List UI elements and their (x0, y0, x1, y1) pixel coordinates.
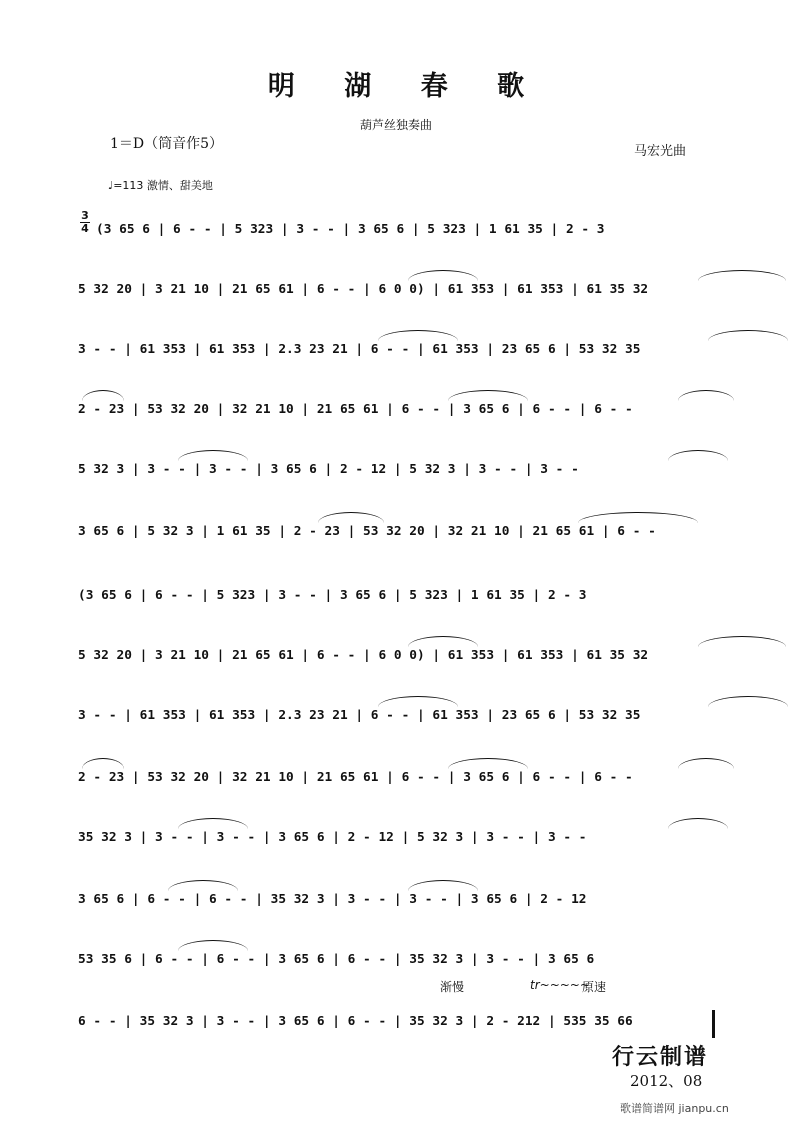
notation-line: 5 32 20 | 3 21 10 | 21 65 61 | 6 - - | 6 0 0) | 61 353 | 61 353 | 61 35 32 (78, 282, 649, 297)
score-row (78, 456, 714, 492)
notation-line: (3 65 6 | 6 - - | 5 323 | 3 - - | 3 65 6 | 5 323 | 1 61 35 | 2 - 3 (96, 222, 605, 237)
slur-arc (168, 880, 238, 891)
notation-line: 5 32 20 | 3 21 10 | 21 65 61 | 6 - - | 6 0 0) | 61 353 | 61 353 | 61 35 32 (78, 648, 649, 663)
score-row (78, 582, 714, 618)
slur-arc (408, 270, 478, 281)
slur-arc (378, 696, 458, 707)
score-row (78, 702, 714, 738)
notation-line: 5 32 3 | 3 - - | 3 - - | 3 65 6 | 2 - 12 | 5 32 3 | 3 - - | 3 - - (78, 462, 579, 477)
slur-arc (448, 758, 528, 769)
slur-arc (408, 880, 478, 891)
a-tempo-marking: 原速 (582, 980, 607, 994)
notation-line: 3 65 6 | 6 - - | 6 - - | 35 32 3 | 3 - - | 3 - - | 3 65 6 | 2 - 12 (78, 892, 587, 907)
notation-line: 6 - - | 35 32 3 | 3 - - | 3 65 6 | 6 - - | 35 32 3 | 2 - 212 | 535 35 66 (78, 1014, 633, 1029)
slur-arc (318, 512, 384, 523)
slur-arc (378, 330, 458, 341)
slur-arc (698, 636, 786, 647)
slur-arc (82, 390, 124, 401)
notation-line: 3 - - | 61 353 | 61 353 | 2.3 23 21 | 6 - - | 61 353 | 23 65 6 | 53 32 35 (78, 342, 641, 357)
final-barline (712, 1010, 715, 1038)
slur-arc (408, 636, 478, 647)
slur-arc (668, 450, 728, 461)
score-row (78, 642, 714, 678)
slur-arc (708, 696, 788, 707)
slur-arc (678, 390, 734, 401)
page-title: 明 湖 春 歌 (267, 71, 545, 102)
trill-marking: tr~~~~~ (530, 978, 590, 992)
score-row (78, 336, 714, 372)
notation-line: 2 - 23 | 53 32 20 | 32 21 10 | 21 65 61 | 6 - - | 3 65 6 | 6 - - | 6 - - (78, 770, 633, 785)
score-row (78, 886, 714, 922)
tempo-marking: ♩=113 激情、甜美地 (108, 179, 213, 192)
slur-arc (178, 940, 248, 951)
score-row (78, 824, 714, 860)
notation-line: 3 65 6 | 5 32 3 | 1 61 35 | 2 - 23 | 53 32 20 | 32 21 10 | 21 65 61 | 6 - - (78, 524, 656, 539)
score-row (78, 216, 714, 252)
slur-arc (82, 758, 124, 769)
notation-line: 3 - - | 61 353 | 61 353 | 2.3 23 21 | 6 - - | 61 353 | 23 65 6 | 53 32 35 (78, 708, 641, 723)
score-row (78, 764, 714, 800)
key-signature: 1＝D（筒音作5） (110, 136, 224, 152)
notation-line: (3 65 6 | 6 - - | 5 323 | 3 - - | 3 65 6 | 5 323 | 1 61 35 | 2 - 3 (78, 588, 587, 603)
notation-line: 53 35 6 | 6 - - | 6 - - | 3 65 6 | 6 - - | 35 32 3 | 3 - - | 3 65 6 (78, 952, 595, 967)
score-row (78, 1008, 714, 1044)
score-date: 2012、08 (630, 1072, 703, 1090)
ritardando-marking: 渐慢 (440, 980, 465, 994)
watermark: 歌谱简谱网 jianpu.cn (620, 1102, 729, 1115)
slur-arc (678, 758, 734, 769)
slur-arc (178, 450, 248, 461)
score-row (78, 396, 714, 432)
slur-arc (448, 390, 528, 401)
slur-arc (178, 818, 248, 829)
score-row (78, 518, 714, 554)
slur-arc (698, 270, 786, 281)
notation-line: 2 - 23 | 53 32 20 | 32 21 10 | 21 65 61 | 6 - - | 3 65 6 | 6 - - | 6 - - (78, 402, 633, 417)
subtitle: 葫芦丝独奏曲 (359, 118, 432, 132)
composer: 马宏光曲 (634, 144, 687, 159)
slur-arc (708, 330, 788, 341)
notation-line: 35 32 3 | 3 - - | 3 - - | 3 65 6 | 2 - 12 | 5 32 3 | 3 - - | 3 - - (78, 830, 587, 845)
slur-arc (668, 818, 728, 829)
time-signature-bottom: 4 (81, 222, 89, 235)
score-row (78, 946, 714, 982)
slur-arc (578, 512, 698, 523)
time-signature-top: 3 (81, 209, 89, 222)
score-row (78, 276, 714, 312)
studio-credit: 行云制谱 (612, 1045, 709, 1070)
